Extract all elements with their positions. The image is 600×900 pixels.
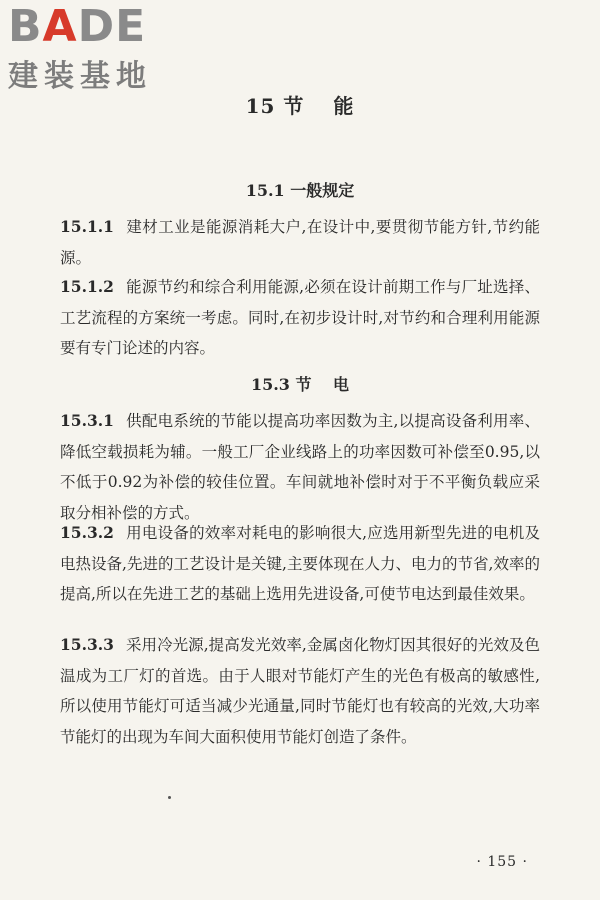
clause-text: 能源节约和综合利用能源,必须在设计前期工作与厂址选择、工艺流程的方案统一考虑。同时,在初步设计时,对节约和合理利用能源要有专门论述的内容。 xyxy=(60,278,540,357)
chapter-title: 15 节 能 xyxy=(245,94,355,118)
clause-number: 15.1.1 xyxy=(60,217,114,236)
clause-15-1-1 xyxy=(60,212,540,273)
clause-number: 15.3.2 xyxy=(60,523,114,542)
clause-text: 供配电系统的节能以提高功率因数为主,以提高设备利用率、降低空载损耗为辅。一般工厂企业线路上的功率因数可补偿至0.95,以不低于0.92为补偿的较佳位置。车间就地补偿时对于不平衡负载应采取分相补偿的方式。 xyxy=(60,412,540,522)
clause-15-3-2 xyxy=(60,518,540,610)
clause-text: 建材工业是能源消耗大户,在设计中,要贯彻节能方针,节约能源。 xyxy=(60,218,540,267)
logo-letters-2: DE xyxy=(77,1,147,52)
clause-number: 15.3.1 xyxy=(60,411,114,430)
clause-15-3-1 xyxy=(60,406,540,528)
clause-15-1-2 xyxy=(60,272,540,364)
clause-text: 采用冷光源,提高发光效率,金属卤化物灯因其很好的光效及色温成为工厂灯的首选。由于人眼对节能灯产生的光色有极高的敏感性,所以使用节能灯可适当减少光通量,同时节能灯也有较高的光效,大功率节能灯的出现为车间大面积使用节能灯创造了条件。 xyxy=(60,636,540,746)
logo-wordmark xyxy=(8,2,178,52)
logo-letters-1: B xyxy=(8,1,43,52)
page-number: · 155 · xyxy=(476,854,528,870)
clause-15-3-3 xyxy=(60,630,540,752)
scan-speck xyxy=(168,796,171,799)
bade-logo xyxy=(8,2,178,102)
section-title-15-3: 15.3 节 电 xyxy=(250,375,350,394)
logo-letter-accent: A xyxy=(42,1,78,52)
clause-number: 15.3.3 xyxy=(60,635,114,654)
clause-text: 用电设备的效率对耗电的影响很大,应选用新型先进的电机及电热设备,先进的工艺设计是关键,主要体现在人力、电力的节省,效率的提高,所以在先进工艺的基础上选用先进设备,可使节电达到最佳效果。 xyxy=(60,524,540,603)
section-title-15-1: 15.1 一般规定 xyxy=(245,181,355,200)
logo-subtitle: 建装基地 xyxy=(8,59,152,94)
clause-number: 15.1.2 xyxy=(60,277,114,296)
